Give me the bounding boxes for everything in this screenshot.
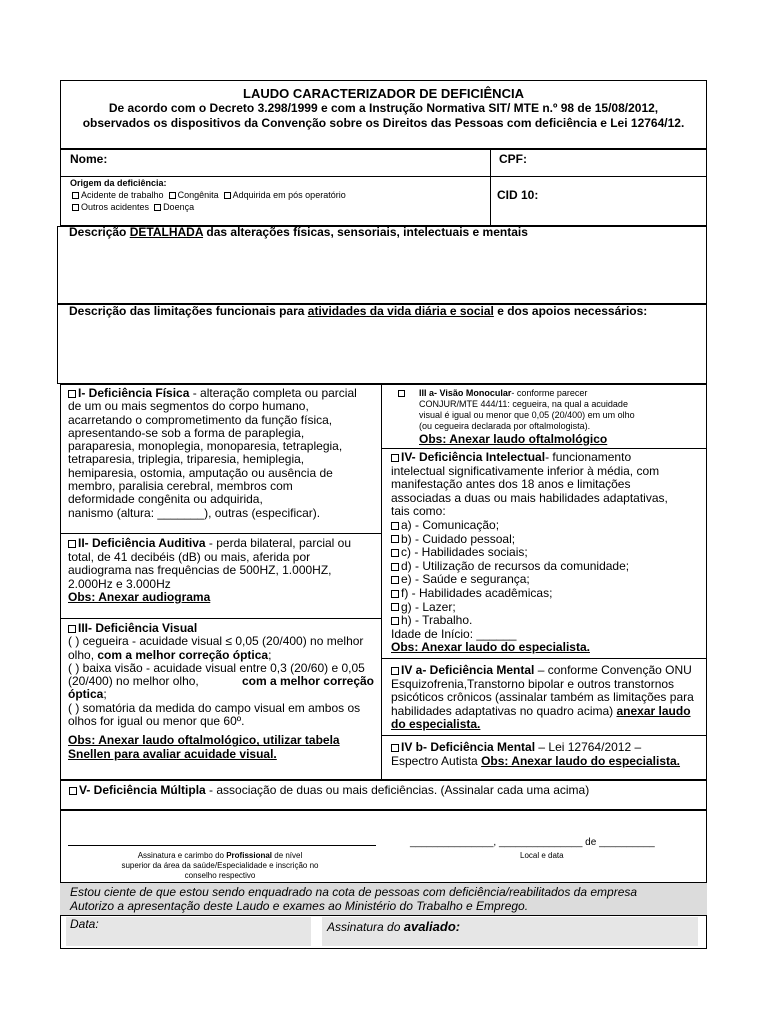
origem-adquirida[interactable]: Adquirida em pós operatório bbox=[224, 190, 346, 200]
checkbox-icon[interactable] bbox=[72, 204, 79, 211]
limitacoes-label: Descrição das limitações funcionais para atividades da vida diária e social e dos apoios necessários: bbox=[69, 304, 648, 318]
idade-inicio[interactable]: Idade de Início: ______ bbox=[391, 626, 517, 641]
header-line-1: De acordo com o Decreto 3.298/1999 e com a Instrução Normativa SIT/ MTE n.º 98 de 15/08/2012, bbox=[108, 101, 659, 115]
intelectual-item-c[interactable]: c) - Habilidades sociais; bbox=[391, 546, 697, 560]
assinatura-caption: Assinatura e carimbo do Profissional de nível superior da área da saúde/Especialidade e inscrição no conselho respectivo bbox=[121, 851, 319, 880]
checkbox-icon[interactable] bbox=[391, 744, 399, 752]
visao-monocular: III a- Visão Monocular- conforme parecer CONJUR/MTE 444/11: cegueira, na qual a acuidade visual é igual ou menor que 0,05 (20/400) em um olho (ou cegueira declarada por oftalmologista). bbox=[419, 388, 704, 432]
checkbox-icon[interactable] bbox=[391, 590, 399, 598]
checkbox-icon[interactable] bbox=[391, 522, 399, 530]
checkbox-icon[interactable] bbox=[69, 787, 77, 795]
checkbox-icon[interactable] bbox=[72, 192, 79, 199]
nome-label[interactable]: Nome: bbox=[70, 152, 108, 166]
local-data-label: Local e data bbox=[520, 851, 564, 860]
origem-options-row1 bbox=[72, 190, 346, 200]
deficiencia-autista: IV b- Deficiência Mental – Lei 12764/2012 – Espectro Autista Obs: Anexar laudo do especialista. bbox=[391, 740, 681, 768]
origem-outros-acidentes[interactable]: Outros acidentes bbox=[72, 202, 149, 212]
cid-label[interactable]: CID 10: bbox=[497, 188, 539, 202]
checkbox-icon[interactable] bbox=[391, 549, 399, 557]
deficiencia-mental: IV a- Deficiência Mental – conforme Convenção ONU Esquizofrenia,Transtorno bipolar e outros transtornos psicóticos crônicos (assinalar também as limitações para habilidades adaptativas no quadro acima) anexar laudo do especialista. bbox=[391, 663, 694, 732]
data-field[interactable] bbox=[66, 917, 311, 946]
deficiencia-multipla: V- Deficiência Múltipla - associação de duas ou mais deficiências. (Assinalar cada uma acima) bbox=[69, 783, 589, 797]
origem-acidente-trabalho[interactable]: Acidente de trabalho bbox=[72, 190, 164, 200]
intelectual-item-b[interactable]: b) - Cuidado pessoal; bbox=[391, 533, 697, 547]
assinatura-line[interactable] bbox=[68, 845, 376, 846]
descricao-label: Descrição DETALHADA das alterações físicas, sensoriais, intelectuais e mentais bbox=[69, 225, 528, 239]
checkbox-icon[interactable] bbox=[68, 390, 76, 398]
intelectual-item-g[interactable]: g) - Lazer; bbox=[391, 601, 697, 615]
checkbox-icon[interactable] bbox=[391, 576, 399, 584]
local-data-field[interactable]: _______________, _______________ de __________ bbox=[410, 837, 655, 848]
origem-doenca[interactable]: Doença bbox=[154, 202, 194, 212]
assinatura-avaliado-label: Assinatura do avaliado: bbox=[327, 919, 461, 934]
checkbox-icon[interactable] bbox=[391, 603, 399, 611]
intelectual-item-d[interactable]: d) - Utilização de recursos da comunidade; bbox=[391, 560, 697, 574]
origem-label: Origem da deficiência: bbox=[70, 178, 167, 188]
nome-row bbox=[60, 149, 707, 177]
form-title: LAUDO CARACTERIZADOR DE DEFICIÊNCIA bbox=[243, 86, 524, 101]
origem-congenita[interactable]: Congênita bbox=[169, 190, 219, 200]
ciente-text: Estou ciente de que estou sendo enquadrado na cota de pessoas com deficiência/reabilitados da empresa Autorizo a apresentação deste Laudo e exames ao Ministério do Trabalho e Emprego. bbox=[70, 885, 638, 913]
visual-obs-line2: Snellen para avaliar acuidade visual. bbox=[68, 746, 277, 761]
checkbox-icon[interactable] bbox=[391, 617, 399, 625]
intelectual-item-h[interactable]: h) - Trabalho. bbox=[391, 614, 697, 628]
checkbox-icon[interactable] bbox=[169, 192, 176, 199]
intelectual-obs: Obs: Anexar laudo do especialista. bbox=[391, 640, 590, 655]
checkbox-icon[interactable] bbox=[398, 390, 405, 397]
checkbox-icon[interactable] bbox=[68, 625, 76, 633]
checkbox-icon[interactable] bbox=[68, 540, 76, 548]
intelectual-item-e[interactable]: e) - Saúde e segurança; bbox=[391, 573, 697, 587]
intelectual-item-f[interactable]: f) - Habilidades acadêmicas; bbox=[391, 587, 697, 601]
auditiva-obs: Obs: Anexar audiograma bbox=[68, 590, 211, 604]
cpf-label[interactable]: CPF: bbox=[499, 152, 527, 166]
checkbox-icon[interactable] bbox=[391, 563, 399, 571]
checkbox-icon[interactable] bbox=[391, 535, 399, 543]
checkbox-icon[interactable] bbox=[391, 454, 399, 462]
deficiencia-intelectual: IV- Deficiência Intelectual- funcionamento intelectual significativamente inferior à média, com manifestação antes dos 18 anos e limitações associadas a duas ou mais habilidades adaptativas, tais como: a) - Comunicação; b) - Cuidado pessoal; c) - Habilidades sociais; d) - Utilização de recursos da comunidade; e) - Saúde e segurança; f) - Habilidades acadêmicas; g) - Lazer; h) - Trabalho. Idade de Início: ______ Obs: Anexar laudo do especialista. bbox=[391, 451, 697, 655]
origem-options-row2 bbox=[72, 202, 194, 212]
deficiencia-visual: III- Deficiência Visual ( ) cegueira - acuidade visual ≤ 0,05 (20/400) no melhor olho, com a melhor correção óptica; ( ) baixa visão - acuidade visual entre 0,3 (20/60) e 0,05 (20/400) no melhor olho, com a melhor correção óptica; ( ) somatória da medida do campo visual em ambos os olhos for igual ou menor que 60º. Obs: Anexar laudo oftalmológico, utilizar tabela Snellen para avaliar acuidade visual. bbox=[68, 621, 374, 761]
checkbox-icon[interactable] bbox=[224, 192, 231, 199]
monocular-obs: Obs: Anexar laudo oftalmológico bbox=[419, 432, 608, 446]
deficiencia-auditiva: II- Deficiência Auditiva - perda bilateral, parcial ou total, de 41 decibéis (dB) ou mais, aferida por audiograma nas frequências de 500HZ, 1.000HZ, 2.000Hz e 3.000Hz Obs: Anexar audiograma bbox=[68, 537, 374, 605]
checkbox-icon[interactable] bbox=[391, 667, 399, 675]
header-line-2: observados os dispositivos da Convenção sobre os Direitos das Pessoas com deficiência e Lei 12764/12. bbox=[82, 116, 685, 130]
deficiencia-fisica: I- Deficiência Física - alteração completa ou parcial de um ou mais segmentos do corpo humano, acarretando o comprometimento da função física, apresentando-se sob a forma de paraplegia, paraparesia, monoplegia, monoparesia, tetraplegia, tetraparesia, triplegia, triparesia, hemiplegia, hemiparesia, ostomia, amputação ou ausência de membro, paralisia cerebral, membros com deformidade congênita ou adquirida, nanismo (altura: _______), outras (especificar). bbox=[68, 386, 357, 520]
data-label: Data: bbox=[70, 917, 99, 931]
intelectual-item-a[interactable]: a) - Comunicação; bbox=[391, 519, 697, 533]
checkbox-icon[interactable] bbox=[154, 204, 161, 211]
visual-obs-line1: Obs: Anexar laudo oftalmológico, utilizar tabela bbox=[68, 733, 340, 748]
